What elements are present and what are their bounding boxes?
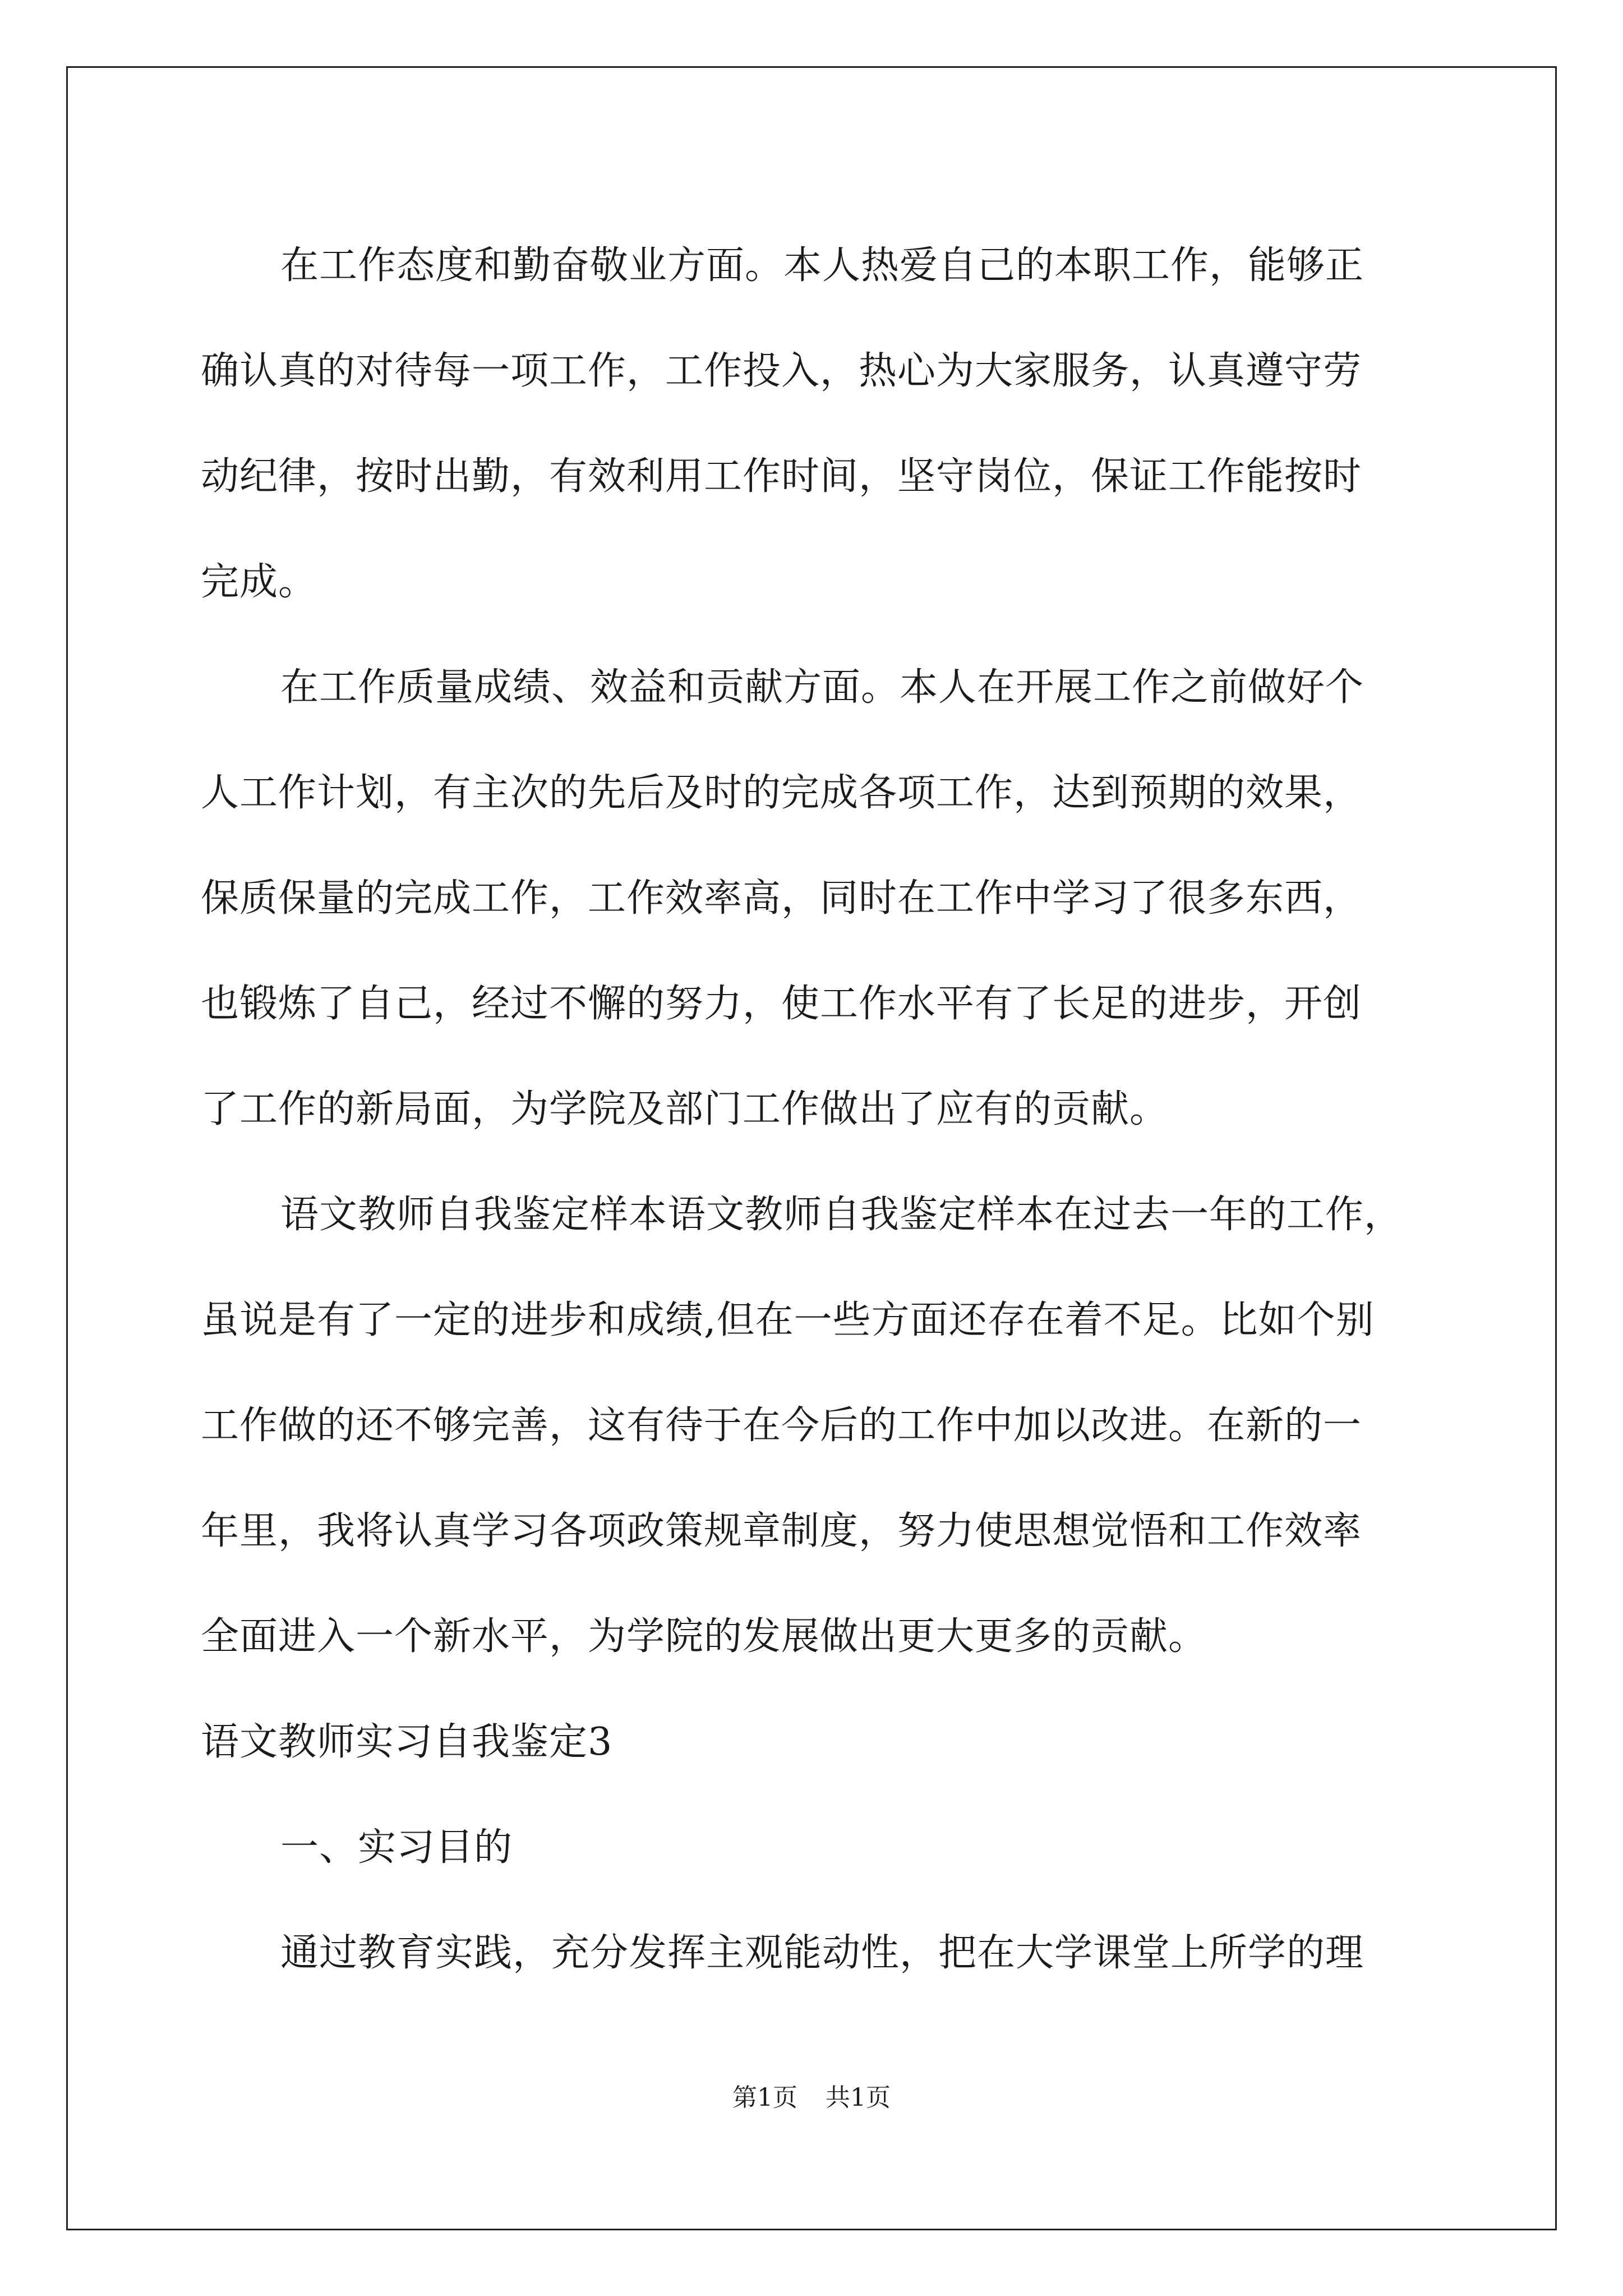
page-number: 第1页	[732, 2083, 797, 2112]
paragraph-line: 通过教育实践，充分发挥主观能动性，把在大学课堂上所学的理	[280, 1931, 1364, 1975]
section-heading: 语文教师实习自我鉴定3	[201, 1720, 613, 1764]
paragraph-line: 虽说是有了一定的进步和成绩,但在一些方面还存在着不足。比如个别	[201, 1298, 1375, 1342]
paragraph-line: 在工作态度和勤奋敬业方面。本人热爱自己的本职工作，能够正	[280, 243, 1364, 288]
paragraph-line: 保质保量的完成工作，工作效率高，同时在工作中学习了很多东西，	[201, 876, 1362, 921]
paragraph-line: 完成。	[201, 560, 317, 604]
paragraph-line: 在工作质量成绩、效益和贡献方面。本人在开展工作之前做好个	[280, 665, 1364, 710]
paragraph-line: 工作做的还不够完善，这有待于在今后的工作中加以改进。在新的一	[201, 1404, 1362, 1448]
paragraph-line: 人工作计划，有主次的先后及时的完成各项工作，达到预期的效果，	[201, 771, 1362, 815]
page-total: 共1页	[826, 2083, 891, 2112]
paragraph-line: 也锻炼了自己，经过不懈的努力，使工作水平有了长足的进步，开创	[201, 982, 1362, 1026]
paragraph-line: 年里，我将认真学习各项政策规章制度，努力使思想觉悟和工作效率	[201, 1509, 1362, 1553]
subsection-heading: 一、实习目的	[280, 1825, 513, 1870]
paragraph-line: 语文教师自我鉴定样本语文教师自我鉴定样本在过去一年的工作，	[280, 1193, 1403, 1237]
paragraph-line: 全面进入一个新水平，为学院的发展做出更大更多的贡献。	[201, 1614, 1207, 1659]
paragraph-line: 了工作的新局面，为学院及部门工作做出了应有的贡献。	[201, 1087, 1169, 1131]
paragraph-line: 动纪律，按时出勤，有效利用工作时间，坚守岗位，保证工作能按时	[201, 454, 1362, 499]
document-body	[201, 213, 1429, 2006]
paragraph-line: 确认真的对待每一项工作，工作投入，热心为大家服务，认真遵守劳	[201, 349, 1362, 393]
page-footer	[0, 2081, 1623, 2115]
